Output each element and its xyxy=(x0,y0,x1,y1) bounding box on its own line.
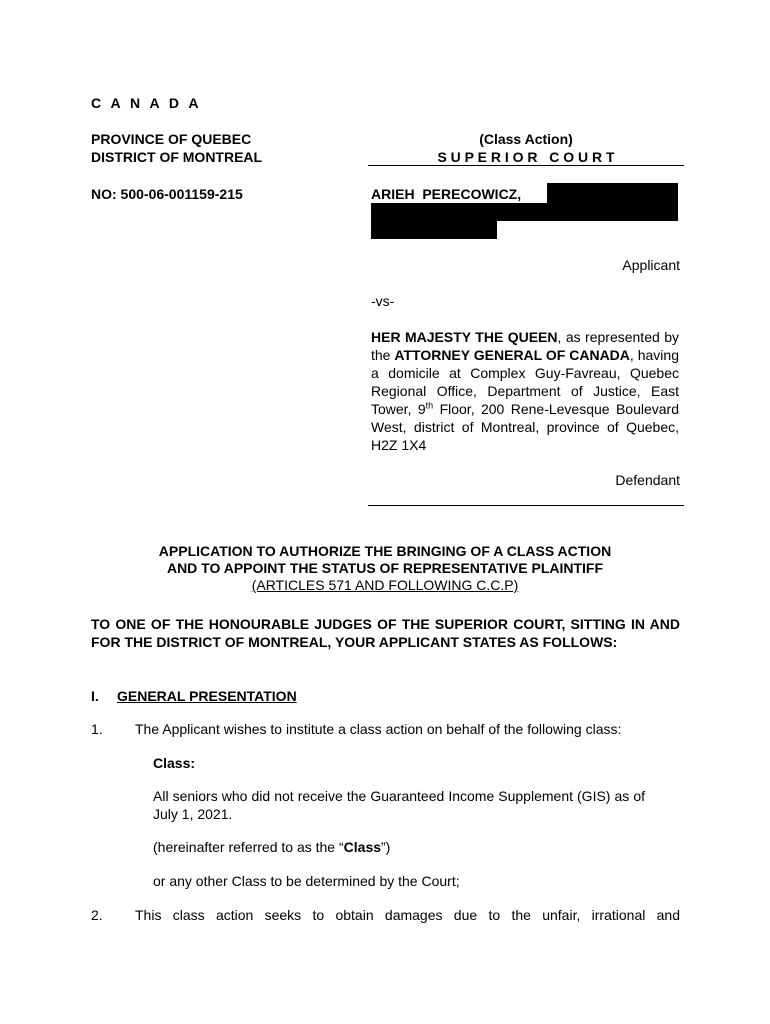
document-title-line1: APPLICATION TO AUTHORIZE THE BRINGING OF A CLASS ACTION xyxy=(158,543,612,559)
court-divider xyxy=(368,165,684,166)
document-title-line2: AND TO APPOINT THE STATUS OF REPRESENTATIVE PLAINTIFF xyxy=(166,560,604,576)
class-definition: All seniors who did not receive the Guaranteed Income Supplement (GIS) as of July 1, 2021. xyxy=(153,788,645,822)
district-label: DISTRICT OF MONTREAL xyxy=(91,149,263,165)
parties-divider xyxy=(368,505,684,506)
country-heading: C A N A D A xyxy=(91,95,202,111)
applicant-name: ARIEH PERECOWICZ, xyxy=(371,186,522,202)
defendant-name: HER MAJESTY THE QUEEN xyxy=(371,329,558,345)
redaction-block xyxy=(371,221,497,239)
document-title-line3: (ARTICLES 571 AND FOLLOWING C.C.P) xyxy=(251,577,519,593)
paragraph-text: The Applicant wishes to institute a class action on behalf of the following class: xyxy=(135,721,622,737)
court-address: TO ONE OF THE HONOURABLE JUDGES OF THE SUPERIOR COURT, SITTING IN AND FOR THE DISTRICT OF MONTREAL, YOUR APPLICANT STATES AS FOLLOWS: xyxy=(91,616,680,650)
defendant-block: HER MAJESTY THE QUEEN, as represented by the ATTORNEY GENERAL OF CANADA, having a domicile at Complex Guy-Favreau, Quebec Regional Office, Department of Justice, East Tower, 9th Floor, 200 Rene-Levesque Boulevard West, district of Montreal, province of Quebec, H2Z 1X4 xyxy=(371,329,680,453)
paragraph-number: 2. xyxy=(91,907,103,923)
defendant-agent: ATTORNEY GENERAL OF CANADA xyxy=(394,347,630,363)
paragraph-number: 1. xyxy=(91,721,103,737)
section-heading: GENERAL PRESENTATION xyxy=(117,688,297,704)
class-label: Class: xyxy=(153,755,196,771)
province-label: PROVINCE OF QUEBEC xyxy=(91,131,252,147)
paragraph-text: This class action seeks to obtain damages due to the unfair, irrational and xyxy=(135,907,680,923)
defendant-role: Defendant xyxy=(615,472,680,488)
hereinafter-clause: (hereinafter referred to as the “Class”) xyxy=(153,839,391,855)
redaction-block xyxy=(371,203,678,221)
file-number: NO: 500-06-001159-215 xyxy=(91,186,243,202)
court-name: S U P E R I O R C O U R T xyxy=(437,149,615,165)
proceeding-type: (Class Action) xyxy=(479,131,573,147)
applicant-role: Applicant xyxy=(622,257,680,273)
section-number: I. xyxy=(91,688,99,704)
other-class-clause: or any other Class to be determined by the Court; xyxy=(153,873,460,889)
versus-label: -vs- xyxy=(371,293,395,309)
